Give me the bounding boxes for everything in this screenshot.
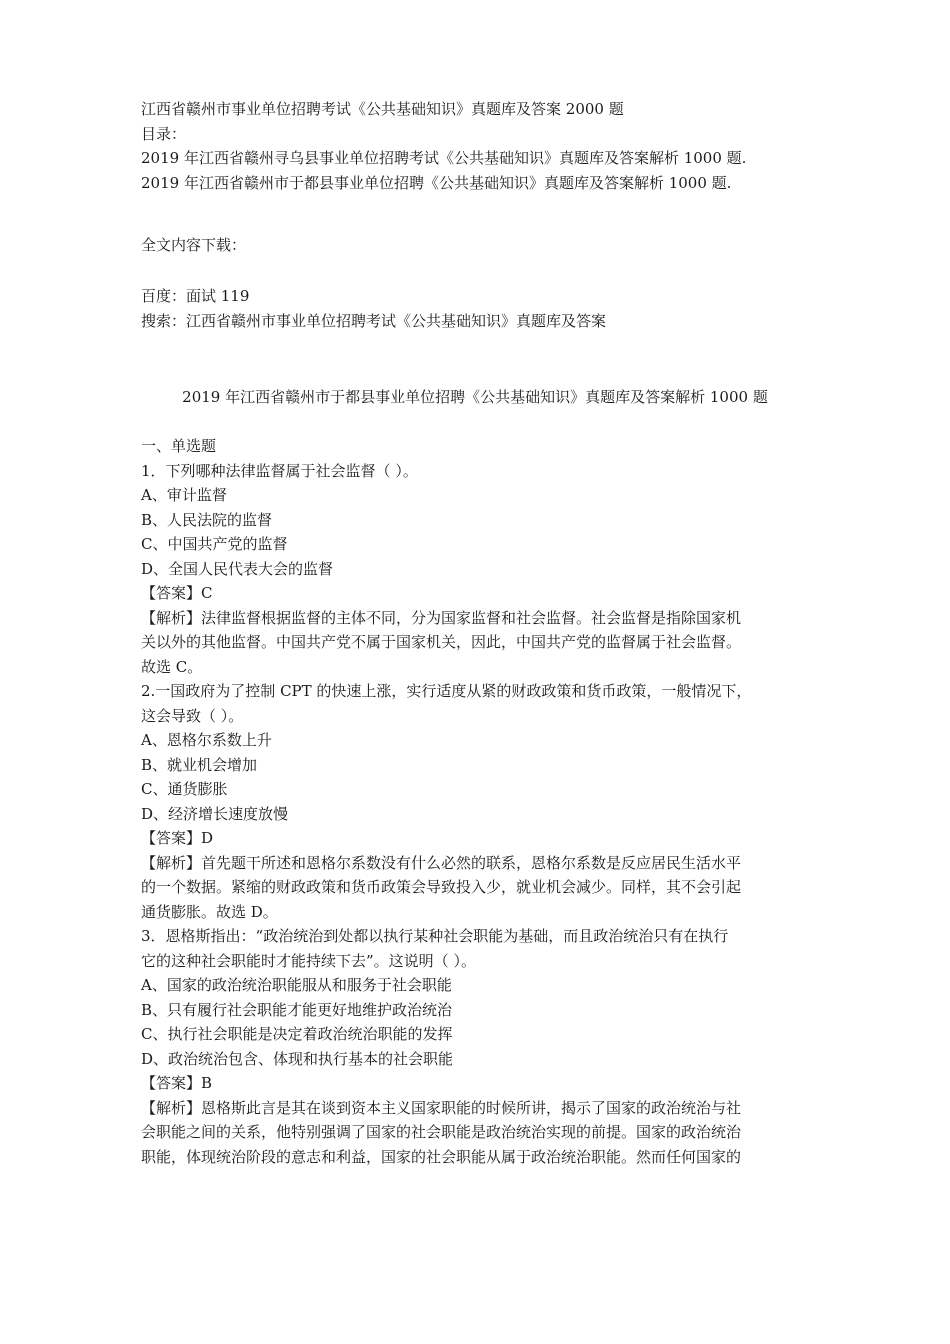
question-stem: 1．下列哪种法律监督属于社会监督（ ）。	[141, 461, 418, 480]
section-title: 2019 年江西省赣州市于都县事业单位招聘《公共基础知识》真题库及答案解析 1000 题	[182, 388, 768, 406]
question-type-label: 一、单选题	[141, 437, 217, 455]
question-stem: 这会导致（ ）。	[141, 706, 244, 725]
question-item	[141, 924, 831, 1169]
option-a: A、国家的政治统治职能服从和服务于社会职能	[141, 976, 452, 994]
search-line: 搜索：江西省赣州市事业单位招聘考试《公共基础知识》真题库及答案	[141, 311, 607, 330]
analysis-line: 【解析】首先题干所述和恩格尔系数没有什么必然的联系，恩格尔系数是反应居民生活水平	[141, 853, 742, 872]
option-c: C、中国共产党的监督	[141, 535, 288, 553]
analysis-line: 【解析】法律监督根据监督的主体不同，分为国家监督和社会监督。社会监督是指除国家机	[141, 608, 742, 627]
answer-line: 【答案】B	[141, 1074, 213, 1092]
header-block	[141, 97, 831, 195]
toc-label: 目录：	[141, 124, 187, 143]
option-c: C、执行社会职能是决定着政治统治职能的发挥	[141, 1025, 453, 1043]
analysis-line: 关以外的其他监督。中国共产党不属于国家机关，因此，中国共产党的监督属于社会监督。	[141, 633, 742, 651]
option-d: D、经济增长速度放慢	[141, 804, 289, 823]
analysis-line: 会职能之间的关系，他特别强调了国家的社会职能是政治统治实现的前提。国家的政治统治	[141, 1123, 742, 1141]
answer-line: 【答案】D	[141, 829, 214, 847]
question-list	[141, 434, 831, 1169]
option-d: D、政治统治包含、体现和执行基本的社会职能	[141, 1049, 454, 1068]
download-block	[141, 233, 831, 258]
question-stem: 3．恩格斯指出：“政治统治到处都以执行某种社会职能为基础，而且政治统治只有在执行	[141, 927, 729, 945]
download-label: 全文内容下载：	[141, 236, 247, 254]
analysis-line: 的一个数据。紧缩的财政政策和货币政策会导致投入少，就业机会减少。同样，其不会引起	[141, 878, 742, 896]
option-a: A、恩格尔系数上升	[141, 731, 272, 749]
toc-item[interactable]: 2019 年江西省赣州寻乌县事业单位招聘考试《公共基础知识》真题库及答案解析 1000 题.	[141, 149, 747, 167]
baidu-line: 百度：面试 119	[141, 287, 250, 305]
doc-title: 江西省赣州市事业单位招聘考试《公共基础知识》真题库及答案 2000 题	[141, 100, 624, 118]
answer-line: 【答案】C	[141, 584, 213, 602]
question-stem: 它的这种社会职能时才能持续下去”。这说明（ ）。	[141, 951, 476, 970]
option-a: A、审计监督	[141, 486, 227, 504]
source-block	[141, 284, 831, 333]
toc-item[interactable]: 2019 年江西省赣州市于都县事业单位招聘《公共基础知识》真题库及答案解析 1000 题.	[141, 173, 732, 192]
option-c: C、通货膨胀	[141, 780, 228, 798]
question-item	[141, 459, 831, 680]
option-b: B、就业机会增加	[141, 755, 258, 774]
analysis-line: 【解析】恩格斯此言是其在谈到资本主义国家职能的时候所讲，揭示了国家的政治统治与社	[141, 1098, 742, 1117]
analysis-line: 职能，体现统治阶段的意志和利益，国家的社会职能从属于政治统治职能。然而任何国家的	[141, 1147, 742, 1166]
option-d: D、全国人民代表大会的监督	[141, 559, 334, 578]
analysis-line: 故选 C。	[141, 657, 203, 676]
question-item	[141, 679, 831, 924]
option-b: B、只有履行社会职能才能更好地维护政治统治	[141, 1000, 453, 1019]
option-b: B、人民法院的监督	[141, 510, 273, 529]
analysis-line: 通货膨胀。故选 D。	[141, 902, 278, 921]
question-stem: 2.一国政府为了控制 CPT 的快速上涨，实行适度从紧的财政政策和货币政策，一般情况下，	[141, 682, 752, 700]
